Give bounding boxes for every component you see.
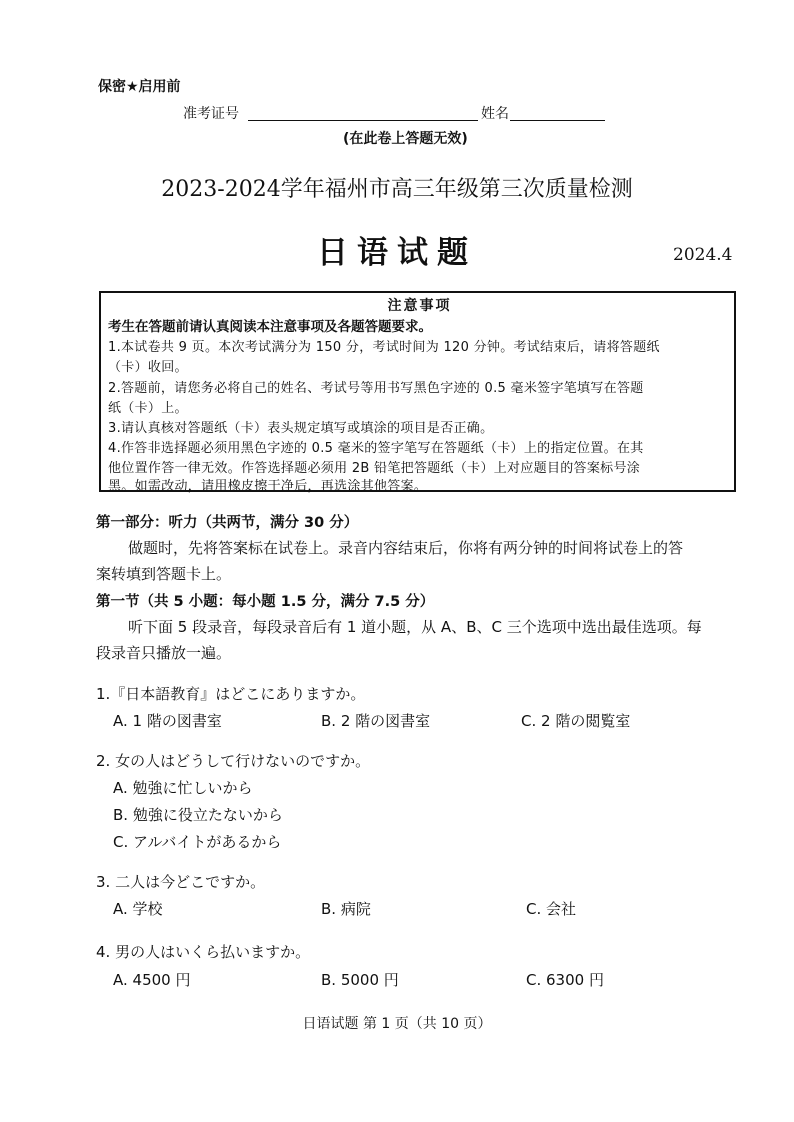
answer-option: B. 勉強に役立たないから (113, 806, 283, 824)
page-footer: 日语试题 第 1 页（共 10 页） (302, 1016, 492, 1032)
answer-option: C. 6300 円 (526, 971, 604, 989)
question-stem: 3. 二人は今どこですか。 (96, 873, 266, 891)
answer-option: B. 2 階の図書室 (321, 712, 431, 730)
part1-instruction: 案转填到答题卡上。 (96, 565, 232, 583)
notice-line: 纸（卡）上。 (108, 401, 188, 416)
notice-title: 注意事项 (387, 298, 452, 314)
confidential-label: 保密★启用前 (98, 79, 181, 95)
answer-option: A. 学校 (113, 900, 163, 918)
exam-number-label: 准考证号 (183, 106, 239, 122)
invalid-answer-note: (在此卷上答题无效) (343, 131, 468, 147)
answer-option: A. 4500 円 (113, 971, 191, 989)
answer-option: C. 2 階の閲覧室 (521, 712, 631, 730)
section1-instruction: 段录音只播放一遍。 (96, 644, 232, 662)
notice-line: 黑。如需改动，请用橡皮擦干净后，再选涂其他答案。 (108, 479, 428, 494)
answer-option: C. アルバイトがあるから (113, 833, 282, 851)
notice-line: （卡）收回。 (108, 360, 188, 375)
notice-line: 1.本试卷共 9 页。本次考试满分为 150 分，考试时间为 120 分钟。考试结束后，请将答题纸 (108, 340, 660, 355)
section1-heading: 第一节（共 5 小题：每小题 1.5 分，满分 7.5 分） (96, 594, 435, 610)
answer-option: A. 1 階の図書室 (113, 712, 222, 730)
name-label: 姓名 (481, 106, 509, 122)
answer-option: A. 勉強に忙しいから (113, 779, 253, 797)
answer-option: C. 会社 (526, 900, 577, 918)
name-field[interactable] (510, 120, 605, 121)
answer-option: B. 5000 円 (321, 971, 399, 989)
section1-instruction: 听下面 5 段录音，每段录音后有 1 道小题，从 A、B、C 三个选项中选出最佳选项。每 (128, 618, 702, 636)
exam-title: 2023-2024学年福州市高三年级第三次质量检测 (161, 177, 633, 202)
notice-intro: 考生在答题前请认真阅读本注意事项及各题答题要求。 (108, 319, 432, 335)
notice-box (99, 291, 736, 492)
notice-line: 3.请认真核对答题纸（卡）表头规定填写或填涂的项目是否正确。 (108, 421, 494, 436)
part1-heading: 第一部分：听力（共两节，满分 30 分） (96, 515, 359, 531)
notice-line: 4.作答非选择题必须用黑色字迹的 0.5 毫米的签字笔写在答题纸（卡）上的指定位置。在其 (108, 441, 644, 456)
part1-instruction: 做题时，先将答案标在试卷上。录音内容结束后，你将有两分钟的时间将试卷上的答 (128, 539, 684, 557)
answer-option: B. 病院 (321, 900, 371, 918)
question-stem: 2. 女の人はどうして行けないのですか。 (96, 752, 371, 770)
exam-number-field[interactable] (248, 120, 478, 121)
notice-line: 2.答题前，请您务必将自己的姓名、考试号等用书写黑色字迹的 0.5 毫米签字笔填写在答题 (108, 381, 644, 396)
exam-date: 2024.4 (673, 245, 733, 265)
question-stem: 4. 男の人はいくら払いますか。 (96, 943, 311, 961)
subject-title: 日语试题 (317, 235, 477, 271)
question-stem: 1.『日本語教育』はどこにありますか。 (96, 685, 366, 703)
notice-line: 他位置作答一律无效。作答选择题必须用 2B 铅笔把答题纸（卡）上对应题目的答案标号涂 (108, 461, 641, 476)
